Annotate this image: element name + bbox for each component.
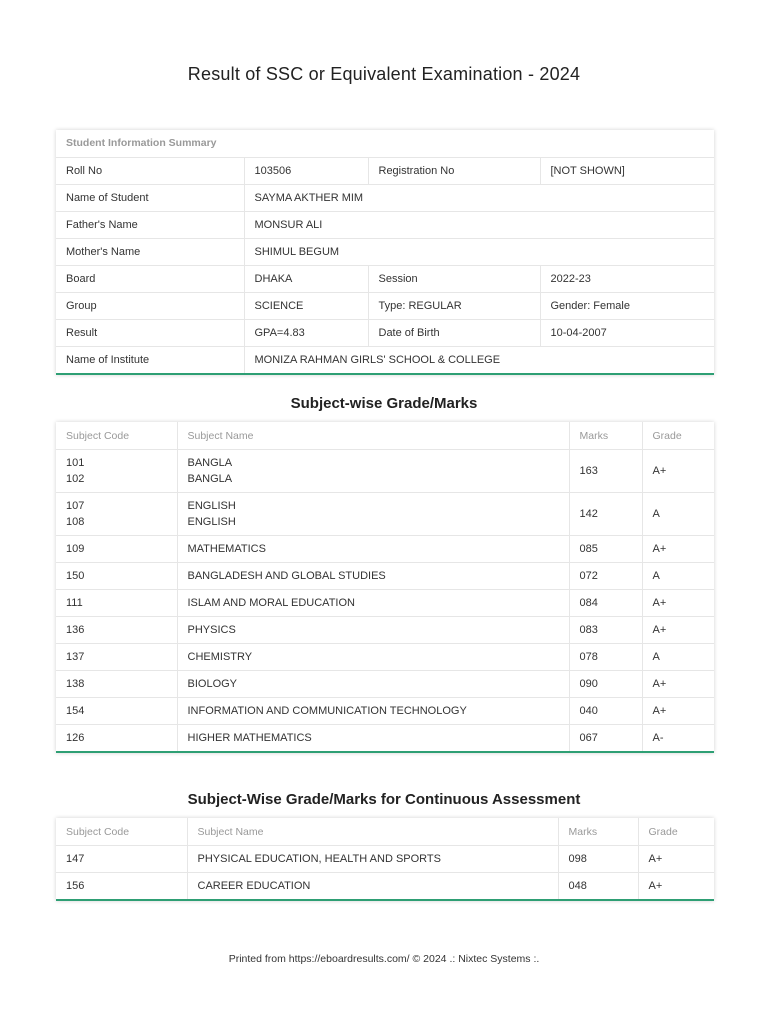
subject-code-line: 102: [66, 473, 85, 485]
header-subject-name: Subject Name: [187, 818, 558, 846]
subject-grade: A-: [642, 725, 714, 752]
roll-value: 103506: [244, 158, 368, 185]
subject-code: 137: [56, 644, 177, 671]
student-info-card: [56, 130, 714, 375]
table-row: [56, 698, 714, 725]
table-row: [56, 536, 714, 563]
subject-name: [177, 450, 569, 493]
subject-code-line: 108: [66, 516, 85, 528]
header-subject-name: Subject Name: [177, 422, 569, 450]
subject-code: 126: [56, 725, 177, 752]
subject-grade: A+: [642, 698, 714, 725]
subject-name-line: BANGLA: [187, 473, 233, 485]
subject-grade: A+: [642, 590, 714, 617]
student-info-heading: Student Information Summary: [66, 137, 217, 149]
dob-value: 10-04-2007: [540, 320, 714, 347]
student-name-value: SAYMA AKTHER MIM: [244, 185, 714, 212]
table-row: [56, 873, 714, 900]
subject-code: 150: [56, 563, 177, 590]
institute-label: Name of Institute: [56, 347, 244, 374]
info-row-institute: [56, 347, 714, 374]
student-name-label: Name of Student: [56, 185, 244, 212]
subject-grade: A+: [638, 873, 714, 900]
subject-name: [177, 493, 569, 536]
subject-marks: 085: [569, 536, 642, 563]
subject-name: BIOLOGY: [177, 671, 569, 698]
subject-marks: 083: [569, 617, 642, 644]
subject-grade: A: [642, 563, 714, 590]
subject-code: 111: [56, 590, 177, 617]
subject-code: 147: [56, 846, 187, 873]
info-row-father: [56, 212, 714, 239]
subject-marks: 163: [569, 450, 642, 493]
dob-label: Date of Birth: [368, 320, 540, 347]
table-header-row: [56, 818, 714, 846]
subject-grade: A+: [642, 450, 714, 493]
info-row-board: [56, 266, 714, 293]
subject-name: CHEMISTRY: [177, 644, 569, 671]
mother-name-label: Mother's Name: [56, 239, 244, 266]
mother-name-value: SHIMUL BEGUM: [244, 239, 714, 266]
table-row: [56, 644, 714, 671]
subject-grade: A: [642, 644, 714, 671]
subject-name: BANGLADESH AND GLOBAL STUDIES: [177, 563, 569, 590]
roll-label: Roll No: [56, 158, 244, 185]
table-row: [56, 450, 714, 493]
header-grade: Grade: [642, 422, 714, 450]
type-value: Type: REGULAR: [368, 293, 540, 320]
continuous-assessment-title: Subject-Wise Grade/Marks for Continuous Assessment: [187, 791, 581, 808]
subject-marks: 048: [558, 873, 638, 900]
table-row: [56, 846, 714, 873]
subject-marks: 084: [569, 590, 642, 617]
subject-marks: 067: [569, 725, 642, 752]
info-row-group: [56, 293, 714, 320]
subject-name: CAREER EDUCATION: [187, 873, 558, 900]
group-label: Group: [56, 293, 244, 320]
subject-marks: 040: [569, 698, 642, 725]
institute-value: MONIZA RAHMAN GIRLS' SCHOOL & COLLEGE: [244, 347, 714, 374]
table-row: [56, 563, 714, 590]
info-row-roll: [56, 158, 714, 185]
subject-grade: A+: [638, 846, 714, 873]
subject-name: PHYSICAL EDUCATION, HEALTH AND SPORTS: [187, 846, 558, 873]
session-value: 2022-23: [540, 266, 714, 293]
header-grade: Grade: [638, 818, 714, 846]
board-value: DHAKA: [244, 266, 368, 293]
subject-marks-title: Subject-wise Grade/Marks: [290, 395, 478, 412]
subject-grade: A: [642, 493, 714, 536]
subject-marks-card: [56, 422, 714, 753]
table-row: [56, 493, 714, 536]
subject-name: MATHEMATICS: [177, 536, 569, 563]
father-name-value: MONSUR ALI: [244, 212, 714, 239]
registration-value: [NOT SHOWN]: [540, 158, 714, 185]
group-value: SCIENCE: [244, 293, 368, 320]
info-row-result: [56, 320, 714, 347]
header-marks: Marks: [569, 422, 642, 450]
table-row: [56, 590, 714, 617]
result-label: Result: [56, 320, 244, 347]
subject-marks: 072: [569, 563, 642, 590]
father-name-label: Father's Name: [56, 212, 244, 239]
subject-name: PHYSICS: [177, 617, 569, 644]
subject-code: 156: [56, 873, 187, 900]
subject-name-line: BANGLA: [187, 457, 233, 469]
header-subject-code: Subject Code: [66, 825, 130, 838]
result-value: GPA=4.83: [244, 320, 368, 347]
table-row: [56, 617, 714, 644]
subject-code: 154: [56, 698, 177, 725]
subject-marks: 078: [569, 644, 642, 671]
board-label: Board: [56, 266, 244, 293]
subject-name-line: ENGLISH: [187, 516, 236, 528]
info-row-name: [56, 185, 714, 212]
info-row-mother: [56, 239, 714, 266]
subject-marks: 142: [569, 493, 642, 536]
subject-code: 138: [56, 671, 177, 698]
table-header-row: [56, 422, 714, 450]
subject-name: ISLAM AND MORAL EDUCATION: [177, 590, 569, 617]
subject-name-line: ENGLISH: [187, 500, 236, 512]
subject-grade: A+: [642, 671, 714, 698]
header-subject-code: Subject Code: [66, 429, 130, 442]
subject-code-line: 101: [66, 457, 85, 469]
table-row: [56, 671, 714, 698]
page-title: Result of SSC or Equivalent Examination - 2024: [187, 64, 581, 84]
subject-code-line: 107: [66, 500, 85, 512]
subject-name: HIGHER MATHEMATICS: [177, 725, 569, 752]
footer-print-note: Printed from https://eboardresults.com/ © 2024 .: Nixtec Systems :.: [228, 953, 540, 965]
subject-marks: 090: [569, 671, 642, 698]
subject-code: [56, 493, 177, 536]
subject-grade: A+: [642, 536, 714, 563]
subject-grade: A+: [642, 617, 714, 644]
subject-code: [56, 450, 177, 493]
gender-value: Gender: Female: [540, 293, 714, 320]
table-row: [56, 725, 714, 752]
continuous-assessment-card: [56, 818, 714, 901]
continuous-assessment-table: [56, 818, 714, 899]
subject-code: 136: [56, 617, 177, 644]
registration-label: Registration No: [368, 158, 540, 185]
header-marks: Marks: [558, 818, 638, 846]
subject-code: 109: [56, 536, 177, 563]
student-info-table: [56, 157, 714, 373]
subject-marks-table: [56, 422, 714, 751]
session-label: Session: [368, 266, 540, 293]
subject-name: INFORMATION AND COMMUNICATION TECHNOLOGY: [177, 698, 569, 725]
subject-marks: 098: [558, 846, 638, 873]
